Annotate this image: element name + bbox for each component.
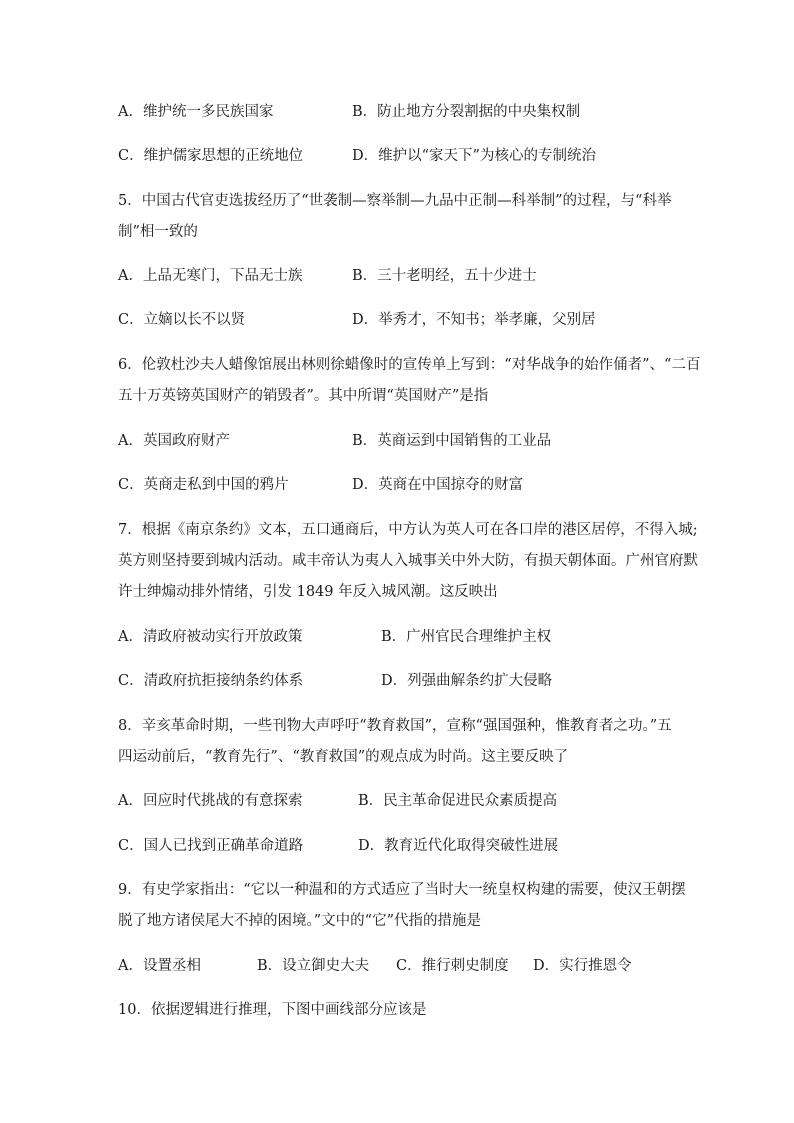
answer-option: B．防止地方分裂割据的中央集权制	[352, 104, 581, 120]
answer-option: B．英商运到中国销售的工业品	[352, 433, 552, 449]
answer-option: C．英商走私到中国的鸦片	[118, 477, 289, 493]
answer-option: D．维护以“家天下”为核心的专制统治	[352, 148, 596, 164]
answer-option: A．清政府被动实行开放政策	[118, 629, 303, 645]
question-text-line: 8．辛亥革命时期，一些刊物大声呼吁“教育救国”，宣称“强国强种，惟教育者之功。”五	[118, 718, 672, 734]
question-text-line: 制”相一致的	[118, 224, 198, 240]
answer-option: C．清政府抗拒接纳条约体系	[118, 673, 304, 689]
question-text-line: 6．伦敦杜沙夫人蜡像馆展出林则徐蜡像时的宣传单上写到：“对华战争的始作俑者”、“二百	[118, 357, 701, 373]
question-text-line: 脱了地方诸侯尾大不掉的困境。”文中的“它”代指的措施是	[118, 913, 481, 929]
answer-option: A．维护统一多民族国家	[118, 104, 274, 120]
answer-option: A．设置丞相	[118, 958, 201, 974]
question-text-line: 四运动前后，“教育先行”、“教育救国”的观点成为时尚。这主要反映了	[118, 749, 569, 765]
question-text-line: 英方则坚持要到城内活动。咸丰帝认为夷人入城事关中外大防，有损天朝体面。广州官府默	[118, 553, 698, 569]
question-text-line: 9．有史学家指出：“它以一种温和的方式适应了当时大一统皇权构建的需要，使汉王朝摆	[118, 882, 686, 898]
answer-option: D．列强曲解条约扩大侵略	[381, 673, 553, 689]
answer-option: B．设立御史大夫	[257, 958, 370, 974]
question-text-line: 许士绅煽动排外情绪，引发 1849 年反入城风潮。这反映出	[118, 584, 498, 600]
question-text-line: 5．中国古代官吏选拔经历了“世袭制—察举制—九品中正制—科举制”的过程，与“科举	[118, 193, 672, 209]
answer-option: C．立嫡以长不以贤	[118, 312, 246, 328]
answer-option: D．实行推恩令	[533, 958, 632, 974]
answer-option: B．三十老明经，五十少进士	[352, 268, 537, 284]
answer-option: C．国人已找到正确革命道路	[118, 838, 304, 854]
answer-option: A．上品无寒门，下品无士族	[118, 268, 303, 284]
question-text-line: 7．根据《南京条约》文本，五口通商后，中方认为英人可在各口岸的港区居停，不得入城;	[118, 522, 698, 538]
answer-option: A．回应时代挑战的有意探索	[118, 793, 303, 809]
answer-option: D．英商在中国掠夺的财富	[352, 477, 524, 493]
answer-option: D．教育近代化取得突破性进展	[358, 838, 559, 854]
answer-option: C．维护儒家思想的正统地位	[118, 148, 304, 164]
answer-option: D．举秀才，不知书；举孝廉，父别居	[352, 312, 596, 328]
question-text-line: 10．依据逻辑进行推理，下图中画线部分应该是	[118, 1002, 427, 1018]
answer-option: C．推行刺史制度	[396, 958, 509, 974]
answer-option: A．英国政府财产	[118, 433, 230, 449]
answer-option: B．广州官民合理维护主权	[381, 629, 552, 645]
answer-option: B．民主革命促进民众素质提高	[358, 793, 558, 809]
question-text-line: 五十万英镑英国财产的销毁者”。其中所谓“英国财产”是指	[118, 388, 489, 404]
